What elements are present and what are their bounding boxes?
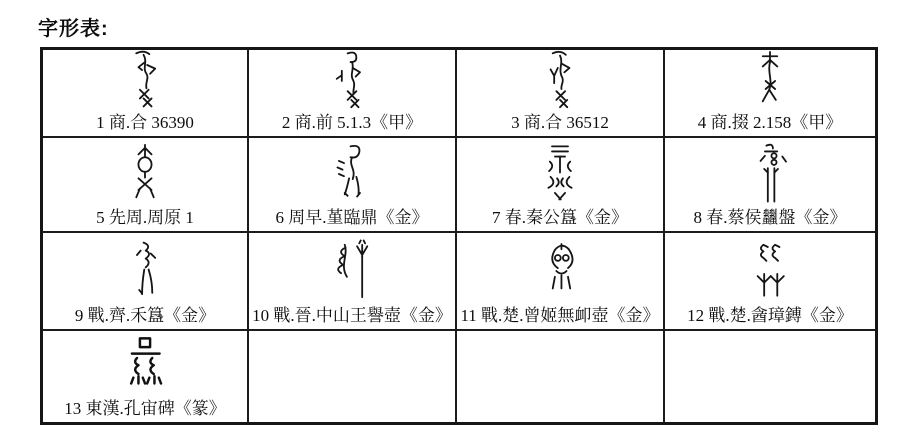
han-clerical-glyph: [119, 331, 171, 399]
cell-caption: 8 春.蔡侯蠿盤《金》: [693, 208, 847, 228]
cell-caption: 10 戰.晉.中山王譽壺《金》: [252, 306, 452, 326]
table-cell: [457, 138, 665, 233]
cell-caption: 2 商.前 5.1.3《甲》: [281, 113, 423, 133]
cell-caption: 3 商.合 36512: [511, 113, 609, 133]
table-cell: [665, 50, 875, 138]
page-title: 字形表:: [38, 18, 109, 40]
cell-caption: 12 戰.楚.酓璋鎛《金》: [687, 306, 853, 326]
cell-caption: 5 先周.周原 1: [96, 208, 194, 228]
oracle-bone-glyph-4: [744, 47, 796, 113]
cell-caption: 9 戰.齊.禾簋《金》: [74, 306, 216, 326]
table-cell: [43, 50, 249, 138]
cell-caption: 1 商.合 36390: [96, 113, 194, 133]
empty-table-cell: [665, 331, 875, 422]
cell-caption: 6 周早.堇臨鼎《金》: [275, 208, 429, 228]
proto-zhou-glyph: [119, 138, 171, 208]
table-cell: [43, 233, 249, 331]
zhongshan-hu-glyph: [326, 233, 378, 306]
empty-table-cell: [457, 331, 665, 422]
cell-caption: 13 東漢.孔宙碑《篆》: [64, 399, 226, 419]
oracle-bone-glyph-3: [534, 47, 586, 113]
cai-hou-pan-glyph: [744, 138, 796, 208]
table-cell: [665, 233, 875, 331]
table-cell: [249, 50, 457, 138]
character-form-table: [40, 47, 878, 425]
early-zhou-bronze-glyph: [326, 138, 378, 208]
table-cell: [249, 233, 457, 331]
qi-he-gui-glyph: [119, 233, 171, 306]
table-cell: [249, 138, 457, 233]
table-cell: [457, 50, 665, 138]
empty-table-cell: [249, 331, 457, 422]
oracle-bone-glyph-2: [326, 47, 378, 113]
zengji-hu-glyph: [534, 233, 586, 306]
cell-caption: 11 戰.楚.曾姬無卹壺《金》: [460, 306, 660, 326]
cell-caption: 7 春.秦公簋《金》: [492, 208, 628, 228]
cell-caption: 4 商.掇 2.158《甲》: [697, 113, 843, 133]
table-cell: [457, 233, 665, 331]
oracle-bone-glyph-1: [119, 47, 171, 113]
table-cell: [43, 331, 249, 422]
qin-gong-gui-glyph: [534, 138, 586, 208]
yin-zhang-bo-glyph: [744, 233, 796, 306]
table-cell: [665, 138, 875, 233]
table-cell: [43, 138, 249, 233]
